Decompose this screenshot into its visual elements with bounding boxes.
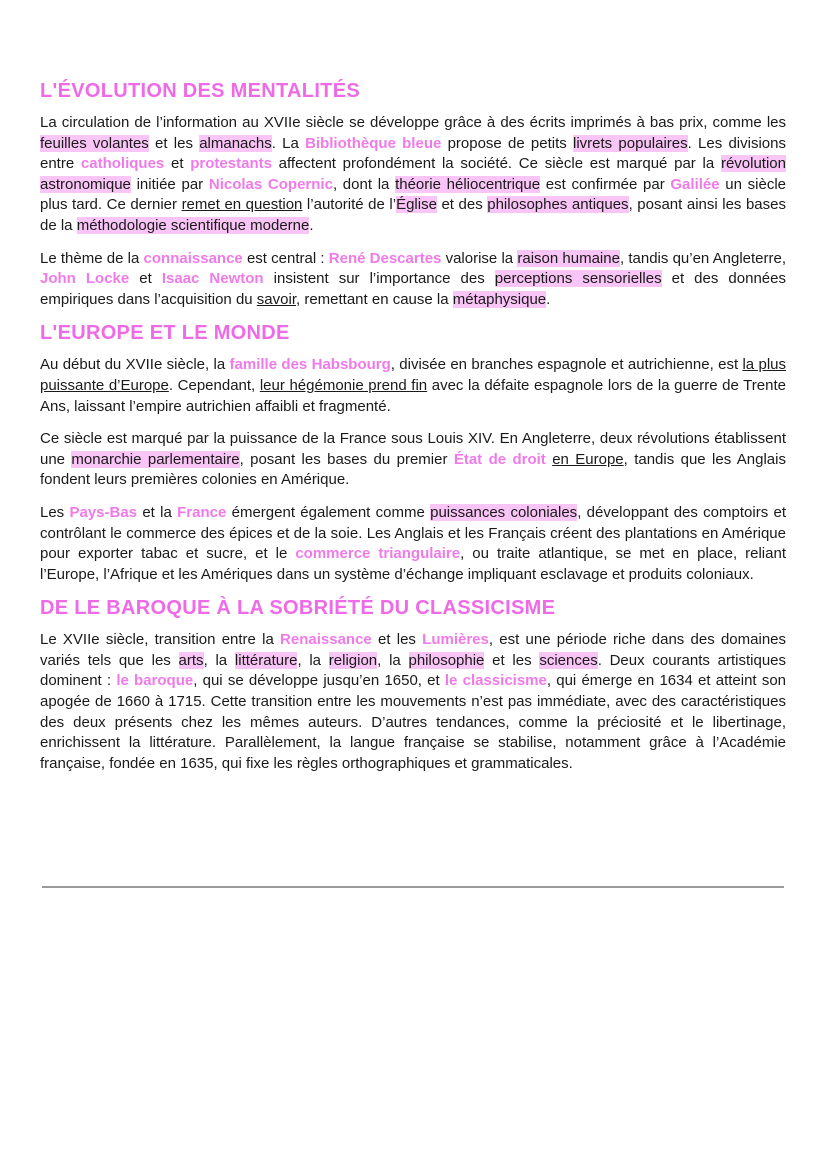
text-segment: et la [137,503,178,521]
keyword: Lumières [422,631,489,649]
text-segment: . [309,216,314,234]
highlighted-term: monarchie parlementaire [71,450,240,468]
text-segment: un siècle plus tard. Ce dernier [40,175,787,214]
highlighted-term: théorie héliocentrique [395,175,541,193]
keyword: René Descartes [328,249,442,267]
text-segment: , tandis qu’en Angleterre, [619,249,787,267]
text-segment: et des [436,196,488,214]
paragraph [40,503,786,585]
section-heading: L'ÉVOLUTION DES MENTALITÉS [40,80,360,102]
text-segment: . [546,290,551,308]
text-segment: et les [484,651,540,669]
highlighted-term: raison humaine [517,249,620,267]
highlighted-term: religion [328,651,378,669]
underlined-phrase: la plus puissante d’Europe [40,356,787,394]
text-segment: émergent également comme [226,503,431,521]
section-heading: L'EUROPE ET LE MONDE [40,322,290,345]
text-segment: et les [371,631,423,649]
underlined-phrase: en Europe [552,450,624,468]
keyword: État de droit [453,450,546,468]
text-segment: , qui émerge en 1634 et atteint son apogée de 1660 à 1715. Cette transition entre les mouvements n’est pas immédiate, avec des caractéristiques des deux présents chez les mêmes auteurs. D’autres tendances, comme la préciosité et le libertinage, enrichissent la littérature. Parallèlement, la langue française se stabilise, notamment grâce à l’Académie française, fondée en 1635, qui fixe les règles orthographiques et grammaticales. [40,672,787,772]
text-segment: Au début du XVIIe siècle, la [40,356,230,374]
highlighted-term: sciences [539,651,598,669]
highlighted-term: métaphysique [452,290,547,308]
paragraph [40,249,786,311]
text-segment: Les [40,503,70,521]
section [40,597,786,774]
underlined-phrase: savoir [256,290,296,308]
keyword: Nicolas Copernic [208,175,333,193]
highlighted-term: philosophie [408,651,485,669]
keyword: France [177,503,227,521]
keyword: Isaac Newton [161,270,264,288]
keyword: commerce triangulaire [295,545,461,563]
text-segment: valorise la [441,249,518,267]
horizontal-divider [42,886,784,888]
text-segment: Le thème de la [40,249,144,267]
highlighted-term: livrets populaires [573,134,688,152]
text-segment: , posant les bases du premier [239,450,454,468]
text-segment: , dont la [332,175,396,193]
text-segment: , remettant en cause la [295,290,453,308]
text-segment: et [164,155,191,173]
text-segment: Ce siècle est marqué par la puissance de la France sous Louis XIV. En Angleterre, deux révolutions établissent une [40,430,786,468]
keyword: le baroque [116,672,194,690]
text-segment: , qui se développe jusqu’en 1650, et [193,672,445,690]
highlighted-term: littérature [234,651,298,669]
highlighted-term: puissances coloniales [430,503,578,521]
underlined-phrase: leur hégémonie prend fin [259,376,428,394]
highlighted-term: méthodologie scientifique moderne [76,216,310,234]
keyword: John Locke [40,270,130,288]
text-segment: , la [297,651,329,669]
text-segment: , la [377,651,409,669]
text-segment: et les [148,134,200,152]
text-segment: , ou traite atlantique, se met en place, reliant l’Europe, l’Afrique et les Amériques dans un système d’échange impliquant esclavage et produits coloniaux. [40,545,786,583]
text-segment: , posant ainsi les bases de la [40,196,786,234]
highlighted-term: almanachs [199,134,272,152]
keyword: Renaissance [280,631,372,649]
text-segment: affectent profondément la société. Ce siècle est marqué par la [271,155,721,173]
text-segment: est confirmée par [540,175,671,193]
keyword: protestants [190,155,272,173]
keyword: Galilée [670,175,720,193]
text-segment: , est une période riche dans des domaines variés tels que les [40,631,787,669]
text-segment: et [129,270,162,288]
keyword: connaissance [143,249,243,267]
highlighted-term: perceptions sensorielles [494,270,662,288]
highlighted-term: révolution astronomique [40,155,786,193]
text-segment: . Les divisions entre [40,134,786,173]
text-segment: . Cependant, [168,376,260,394]
text-segment: Le XVIIe siècle, transition entre la [40,631,281,649]
keyword: le classicisme [444,672,547,690]
text-segment: propose de petits [441,134,574,152]
text-segment: l’autorité de l’ [302,196,397,214]
underlined-phrase: remet en question [181,196,303,214]
text-segment: , tandis que les Anglais fondent leurs premières colonies en Amérique. [40,450,786,489]
highlighted-term: arts [178,651,204,669]
highlighted-term: feuilles volantes [40,134,149,152]
text-segment: insistent sur l’importance des [263,270,495,288]
paragraph [40,630,786,774]
keyword: famille des Habsbourg [229,356,391,374]
text-segment: . La [271,134,306,152]
keyword: Bibliothèque bleue [305,134,442,152]
text-segment: , développant des comptoirs et contrôlant le commerce des épices et de la soie. Les Anglais et les Français créent des plantations en Amérique pour exporter tabac et sucre, et le [40,503,787,563]
section [40,80,786,310]
highlighted-term: Église [396,196,437,214]
paragraph [40,429,786,491]
document-page [40,80,786,786]
text-segment: La circulation de l’information au XVIIe siècle se développe grâce à des écrits imprimés à bas prix, comme les [40,114,786,131]
paragraph [40,355,786,417]
section-heading: DE LE BAROQUE À LA SOBRIÉTÉ DU CLASSICISME [40,597,556,620]
text-segment: initiée par [130,175,209,193]
text-segment: est central : [242,249,329,267]
highlighted-term: philosophes antiques [487,196,629,214]
text-segment: avec la défaite espagnole lors de la guerre de Trente Ans, laissant l’empire autrichien affaibli et fragmenté. [40,376,786,415]
text-segment: . Deux courants artistiques dominent : [40,651,787,690]
text-segment: , la [203,651,235,669]
text-segment: et des données empiriques dans l’acquisition du [40,270,786,308]
keyword: catholiques [80,155,165,173]
paragraph [40,113,786,237]
text-segment: , divisée en branches espagnole et autrichienne, est [390,356,743,374]
section [40,322,786,585]
keyword: Pays-Bas [69,503,138,521]
